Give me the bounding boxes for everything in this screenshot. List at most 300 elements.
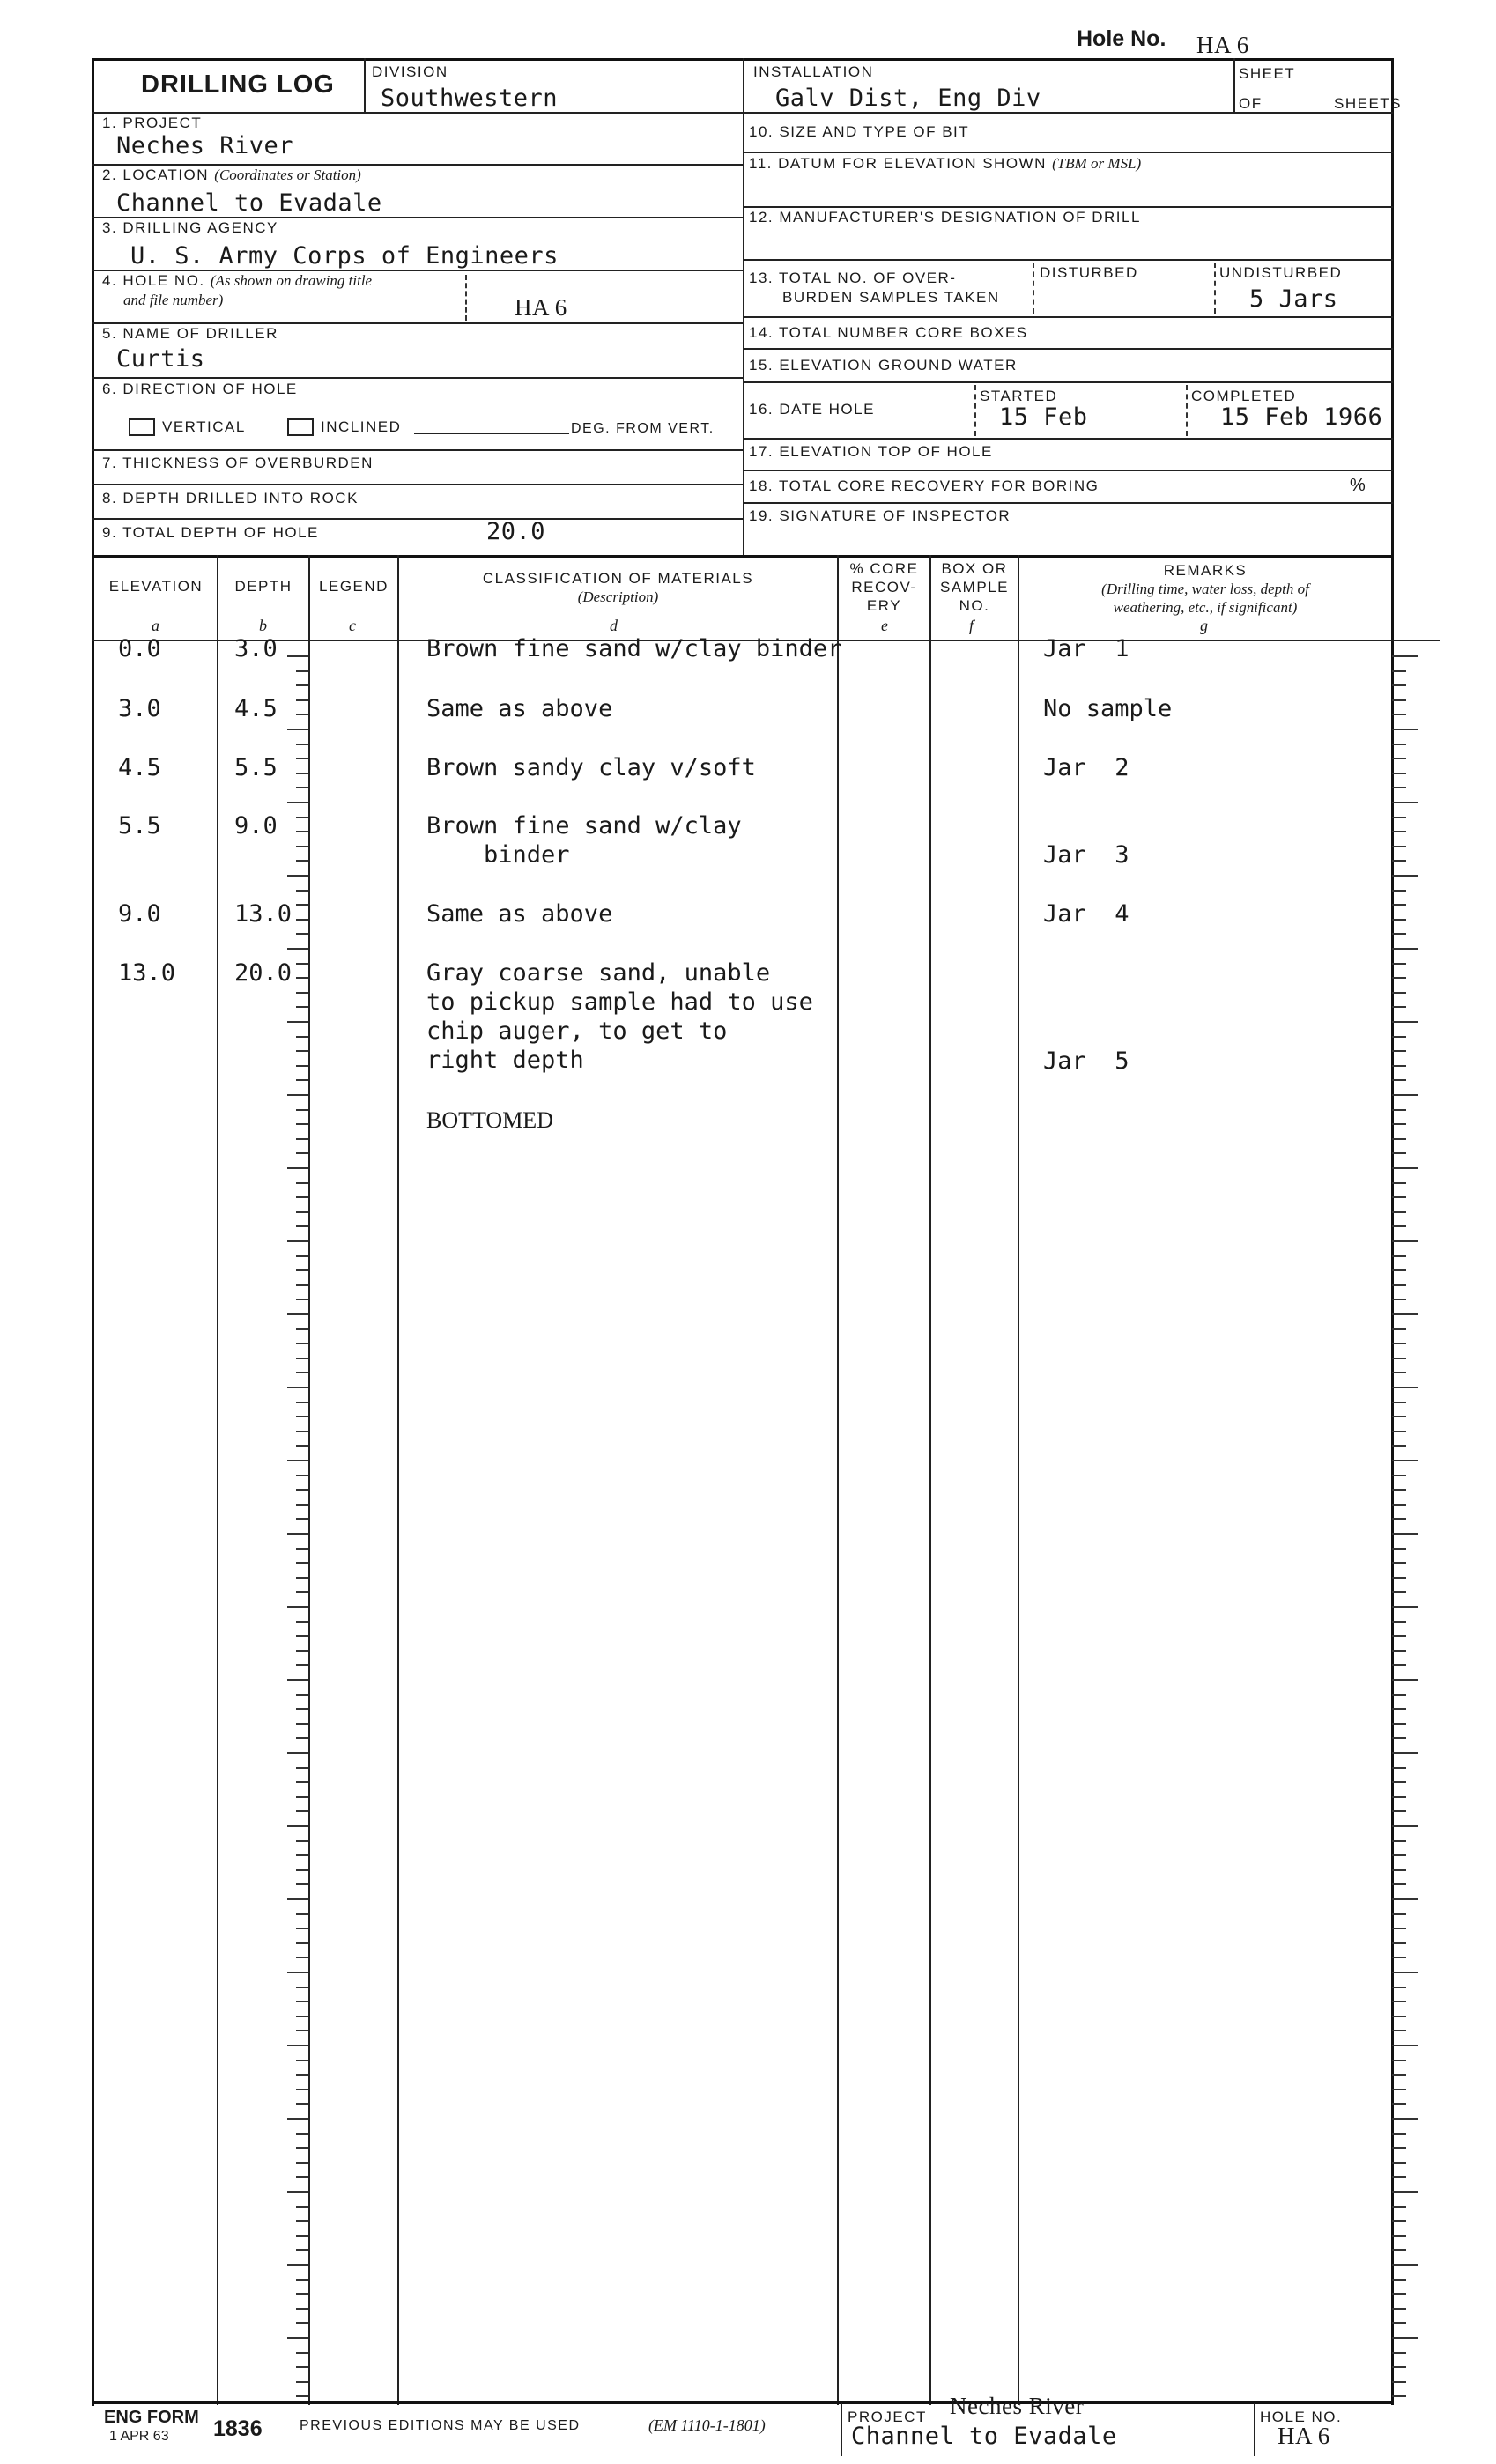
hole-no-value: HA 6: [515, 294, 567, 321]
hole-no-label-text: 4. HOLE NO.: [102, 272, 205, 289]
right-tick: [1392, 2103, 1406, 2105]
row-1-remark: No sample: [1043, 695, 1173, 722]
em-reference: (EM 1110-1-1801): [648, 2416, 766, 2434]
depth-tick: [296, 1504, 308, 1506]
location-label: [102, 166, 361, 184]
signature-label: 19. SIGNATURE OF INSPECTOR: [749, 507, 1011, 524]
depth-tick: [296, 1372, 308, 1373]
right-tick: [1392, 1664, 1406, 1666]
depth-tick: [296, 2395, 308, 2397]
depth-tick: [287, 1606, 308, 1608]
project-value: Neches River: [116, 132, 294, 159]
depth-tick: [296, 1694, 308, 1696]
right-tick: [1392, 2089, 1406, 2090]
hole-no-note-2-text: and file number): [123, 292, 224, 308]
footer-hole-value: HA 6: [1278, 2423, 1330, 2449]
hole-number-label: Hole No.: [1077, 26, 1166, 51]
right-tick: [1392, 1299, 1406, 1300]
depth-tick: [296, 1475, 308, 1476]
row-4-description: Same as above: [426, 900, 613, 928]
right-tick: [1392, 1240, 1418, 1242]
right-tick: [1392, 1898, 1418, 1900]
started-label: STARTED: [980, 388, 1058, 404]
right-tick: [1392, 2220, 1406, 2222]
footer-hole-label: HOLE NO.: [1260, 2409, 1343, 2425]
depth-tick: [296, 1562, 308, 1564]
col-header-core-1: % CORE: [849, 560, 919, 577]
manufacturer-label: 12. MANUFACTURER'S DESIGNATION OF DRILL: [749, 209, 1141, 226]
depth-tick: [296, 992, 308, 994]
row-5-elevation: 13.0: [118, 959, 176, 987]
depth-tick: [287, 1679, 308, 1681]
col-header-remarks-3: weathering, etc., if significant): [1113, 599, 1298, 616]
right-tick: [1392, 1109, 1406, 1111]
col-header-core-2: RECOV-: [851, 579, 917, 596]
eng-form-date: 1 APR 63: [109, 2429, 169, 2444]
row-2-description: Brown sandy clay v/soft: [426, 754, 756, 781]
right-tick: [1392, 1825, 1418, 1827]
right-tick: [1392, 1021, 1418, 1023]
depth-tick: [287, 1240, 308, 1242]
depth-tick: [296, 1810, 308, 1812]
datum-label: [749, 155, 1141, 173]
right-tick: [1392, 2206, 1406, 2208]
depth-tick: [296, 846, 308, 847]
depth-tick: [296, 1883, 308, 1885]
row-4-depth: 13.0: [234, 900, 293, 928]
right-tick: [1392, 919, 1406, 921]
installation-value: Galv Dist, Eng Div: [775, 85, 1041, 112]
previous-editions-note: PREVIOUS EDITIONS MAY BE USED: [300, 2418, 581, 2433]
row-2-remark: Jar 2: [1043, 754, 1129, 781]
col-letter-a: a: [152, 617, 159, 634]
depth-tick: [296, 2060, 308, 2061]
right-tick: [1392, 1138, 1406, 1140]
depth-tick: [296, 2220, 308, 2222]
samples-label-1: 13. TOTAL NO. OF OVER-: [749, 270, 957, 286]
depth-tick: [296, 890, 308, 892]
depth-tick: [296, 1152, 308, 1154]
row-3-depth: 9.0: [234, 812, 278, 840]
depth-tick: [287, 1460, 308, 1461]
started-value: 15 Feb: [999, 403, 1088, 431]
right-tick: [1392, 2279, 1406, 2281]
location-label-text: 2. LOCATION: [102, 166, 210, 183]
right-tick: [1392, 1475, 1406, 1476]
right-tick: [1392, 758, 1406, 759]
row-5-depth: 20.0: [234, 959, 293, 987]
depth-tick: [296, 1518, 308, 1520]
right-tick: [1392, 1781, 1406, 1783]
row-1-depth: 4.5: [234, 695, 278, 722]
depth-tick: [296, 963, 308, 965]
col-header-legend: LEGEND: [319, 578, 389, 595]
depth-tick: [296, 1299, 308, 1300]
right-tick: [1392, 2308, 1406, 2310]
total-depth-label: 9. TOTAL DEPTH OF HOLE: [102, 524, 319, 541]
row-1-elevation: 3.0: [118, 695, 161, 722]
top-of-hole-label: 17. ELEVATION TOP OF HOLE: [749, 443, 993, 460]
depth-tick: [296, 1548, 308, 1550]
depth-tick: [296, 1621, 308, 1623]
undisturbed-label: UNDISTURBED: [1219, 264, 1343, 281]
depth-tick: [296, 2133, 308, 2135]
depth-tick: [287, 2264, 308, 2266]
depth-tick: [296, 1869, 308, 1871]
eng-form-number: 1836: [213, 2416, 263, 2441]
depth-tick: [296, 1402, 308, 1403]
right-tick: [1392, 1810, 1406, 1812]
depth-tick: [296, 2308, 308, 2310]
depth-tick: [296, 919, 308, 921]
right-tick: [1392, 2030, 1406, 2031]
agency-value: U. S. Army Corps of Engineers: [130, 242, 559, 270]
right-tick: [1392, 2060, 1406, 2061]
depth-tick: [296, 1269, 308, 1271]
col-header-elevation: ELEVATION: [108, 578, 204, 595]
depth-tick: [296, 684, 308, 686]
depth-tick: [296, 1635, 308, 1637]
right-tick: [1392, 1987, 1406, 1988]
depth-tick: [296, 1723, 308, 1725]
col-header-core-3: ERY: [866, 597, 902, 614]
depth-tick: [296, 744, 308, 745]
right-tick: [1392, 977, 1406, 979]
right-tick: [1392, 1737, 1406, 1739]
depth-tick: [296, 2030, 308, 2031]
vertical-checkbox[interactable]: [129, 418, 155, 436]
depth-tick: [287, 1387, 308, 1388]
right-tick: [1392, 2162, 1406, 2164]
depth-tick: [296, 1767, 308, 1769]
ground-water-label: 15. ELEVATION GROUND WATER: [749, 357, 1018, 374]
depth-tick: [296, 1123, 308, 1125]
division-label: DIVISION: [372, 63, 448, 80]
row-0-remark: Jar 1: [1043, 635, 1129, 662]
row-1-description: Same as above: [426, 695, 613, 722]
depth-tick: [296, 2074, 308, 2076]
depth-tick: [287, 1167, 308, 1169]
depth-tick: [287, 875, 308, 877]
col-letter-c: c: [349, 617, 356, 634]
depth-tick: [296, 817, 308, 818]
location-note: (Coordinates or Station): [214, 166, 361, 183]
right-tick: [1392, 2001, 1406, 2002]
col-letter-b: b: [259, 617, 267, 634]
depth-tick: [296, 933, 308, 935]
right-tick: [1392, 1006, 1406, 1008]
depth-tick: [296, 2352, 308, 2354]
depth-tick: [296, 2381, 308, 2383]
col-letter-f: f: [969, 617, 974, 634]
installation-label: INSTALLATION: [753, 63, 874, 80]
col-header-remarks: [1019, 561, 1391, 617]
right-tick: [1392, 1358, 1406, 1359]
right-tick: [1392, 699, 1406, 701]
right-tick: [1392, 684, 1406, 686]
undisturbed-value: 5 Jars: [1249, 285, 1338, 313]
depth-tick: [296, 2322, 308, 2324]
right-tick: [1392, 2191, 1418, 2193]
depth-tick: [296, 1284, 308, 1286]
driller-label: 5. NAME OF DRILLER: [102, 325, 278, 342]
depth-tick: [296, 2016, 308, 2017]
right-tick: [1392, 1489, 1406, 1491]
right-tick: [1392, 1972, 1418, 1973]
depth-tick: [296, 1840, 308, 1842]
right-tick: [1392, 1840, 1406, 1842]
right-tick: [1392, 963, 1406, 965]
depth-tick: [296, 1196, 308, 1198]
col-header-box-3: NO.: [959, 597, 990, 614]
right-tick: [1392, 1533, 1418, 1535]
right-tick: [1392, 2337, 1418, 2339]
depth-tick: [296, 1708, 308, 1710]
right-tick: [1392, 1913, 1406, 1915]
depth-tick: [296, 1328, 308, 1330]
depth-tick: [296, 1928, 308, 1929]
depth-tick: [296, 1942, 308, 1944]
total-depth-value: 20.0: [486, 518, 546, 545]
col-header-box-1: BOX OR: [941, 560, 1008, 577]
right-tick: [1392, 1343, 1406, 1344]
inclined-checkbox[interactable]: [287, 418, 314, 436]
right-tick: [1392, 1504, 1406, 1506]
depth-tick: [296, 1138, 308, 1140]
depth-tick: [296, 2366, 308, 2368]
right-tick: [1392, 2045, 1418, 2046]
agency-label: 3. DRILLING AGENCY: [102, 219, 278, 236]
right-tick: [1392, 1036, 1406, 1038]
driller-value: Curtis: [116, 345, 205, 373]
depth-tick: [296, 2147, 308, 2149]
vertical-label: VERTICAL: [162, 418, 246, 435]
eng-form-label: ENG FORM: [104, 2408, 199, 2427]
depth-tick: [296, 1416, 308, 1417]
footer-project-label: PROJECT: [848, 2409, 927, 2425]
right-tick: [1392, 2322, 1406, 2324]
right-tick: [1392, 2016, 1406, 2017]
completed-label: COMPLETED: [1191, 388, 1297, 404]
depth-tick: [296, 1109, 308, 1111]
right-tick: [1392, 1942, 1406, 1944]
right-tick: [1392, 1518, 1406, 1520]
col-letter-g: g: [1200, 617, 1208, 634]
row-5-remark: Jar 5: [1043, 1047, 1129, 1075]
right-tick: [1392, 1708, 1406, 1710]
hole-no-label: [102, 272, 372, 290]
depth-tick: [296, 977, 308, 979]
core-boxes-label: 14. TOTAL NUMBER CORE BOXES: [749, 324, 1028, 341]
sheet-label: SHEET: [1239, 65, 1296, 82]
depth-tick: [287, 1094, 308, 1096]
depth-tick: [296, 1036, 308, 1038]
row-0-elevation: 0.0: [118, 635, 161, 662]
depth-tick: [296, 1913, 308, 1915]
depth-tick: [296, 1211, 308, 1213]
depth-tick: [287, 1021, 308, 1023]
depth-tick: [296, 1343, 308, 1344]
row-0-description: Brown fine sand w/clay binder: [426, 635, 842, 662]
col-header-depth: DEPTH: [234, 578, 293, 595]
right-tick: [1392, 2147, 1406, 2149]
right-tick: [1392, 1577, 1406, 1579]
inclined-label: INCLINED: [321, 418, 402, 435]
completed-value: 15 Feb 1966: [1220, 403, 1383, 431]
col-header-classification-1: CLASSIFICATION OF MATERIALS: [482, 570, 754, 587]
depth-tick: [296, 1854, 308, 1856]
depth-tick: [296, 2103, 308, 2105]
depth-tick: [296, 1006, 308, 1008]
right-tick: [1392, 948, 1418, 950]
datum-label-text: 11. DATUM FOR ELEVATION SHOWN: [749, 155, 1047, 172]
depth-tick: [287, 2045, 308, 2046]
right-tick: [1392, 1606, 1418, 1608]
right-tick: [1392, 1269, 1406, 1271]
depth-tick: [296, 1577, 308, 1579]
right-tick: [1392, 1387, 1418, 1388]
right-tick: [1392, 655, 1418, 657]
hole-number-header: [1077, 26, 1166, 52]
disturbed-label: DISTURBED: [1040, 264, 1138, 281]
right-tick: [1392, 1796, 1406, 1798]
right-tick: [1392, 1328, 1406, 1330]
footer-project-value-1: Neches River: [950, 2393, 1085, 2419]
right-tick: [1392, 1694, 1406, 1696]
samples-label-2: BURDEN SAMPLES TAKEN: [782, 289, 1000, 306]
depth-tick: [296, 2001, 308, 2002]
right-tick: [1392, 1883, 1406, 1885]
right-tick: [1392, 933, 1406, 935]
depth-tick: [296, 2293, 308, 2295]
direction-label: 6. DIRECTION OF HOLE: [102, 381, 298, 397]
depth-tick: [287, 1752, 308, 1754]
right-tick: [1392, 1123, 1406, 1125]
row-2-elevation: 4.5: [118, 754, 161, 781]
row-5-description: Gray coarse sand, unable to pickup sample had to use chip auger, to get to right depth: [426, 959, 813, 1074]
right-tick: [1392, 1372, 1406, 1373]
right-tick: [1392, 890, 1406, 892]
hole-no-note-1: (As shown on drawing title: [210, 272, 373, 289]
row-3-elevation: 5.5: [118, 812, 161, 840]
right-tick: [1392, 2293, 1406, 2295]
right-tick: [1392, 1152, 1406, 1154]
core-recovery-label: 18. TOTAL CORE RECOVERY FOR BORING: [749, 477, 1100, 494]
col-letter-e: e: [881, 617, 888, 634]
col-letter-d: d: [610, 617, 618, 634]
col-header-core: [839, 559, 929, 615]
right-tick: [1392, 1928, 1406, 1929]
depth-tick: [287, 2118, 308, 2120]
right-tick: [1392, 2176, 1406, 2178]
right-tick: [1392, 1416, 1406, 1417]
right-tick: [1392, 2352, 1406, 2354]
depth-tick: [296, 699, 308, 701]
depth-tick: [296, 1650, 308, 1652]
depth-tick: [296, 670, 308, 672]
project-label: 1. PROJECT: [102, 115, 203, 131]
hole-no-note-2: [123, 292, 223, 309]
depth-tick: [296, 2162, 308, 2164]
depth-tick: [287, 1898, 308, 1900]
depth-tick: [296, 787, 308, 788]
right-tick: [1392, 1679, 1418, 1681]
right-tick: [1392, 1957, 1406, 1958]
right-tick: [1392, 670, 1406, 672]
col-header-box: [931, 559, 1018, 615]
depth-tick: [287, 948, 308, 950]
right-tick: [1392, 831, 1406, 832]
right-tick: [1392, 1313, 1418, 1315]
depth-tick: [296, 1987, 308, 1988]
depth-tick: [287, 1313, 308, 1315]
right-tick: [1392, 1079, 1406, 1081]
depth-tick: [287, 729, 308, 730]
row-6-description: BOTTOMED: [426, 1107, 553, 1133]
depth-tick: [296, 773, 308, 774]
sheet-of-label: OF: [1239, 95, 1263, 112]
depth-tick: [287, 1972, 308, 1973]
depth-tick: [296, 1065, 308, 1067]
right-tick: [1392, 1767, 1406, 1769]
right-tick: [1392, 1548, 1406, 1550]
row-4-remark: Jar 4: [1043, 900, 1129, 928]
depth-tick: [296, 2235, 308, 2237]
right-tick: [1392, 992, 1406, 994]
right-tick: [1392, 1752, 1418, 1754]
right-tick: [1392, 2074, 1406, 2076]
form-title: DRILLING LOG: [141, 70, 335, 99]
right-tick: [1392, 1723, 1406, 1725]
division-value: Southwestern: [381, 85, 559, 112]
core-recovery-unit: %: [1350, 476, 1367, 495]
depth-tick: [296, 1182, 308, 1184]
row-4-elevation: 9.0: [118, 900, 161, 928]
depth-tick: [296, 2206, 308, 2208]
date-hole-label: 16. DATE HOLE: [749, 401, 875, 418]
col-header-remarks-2: (Drilling time, water loss, depth of: [1101, 581, 1309, 597]
right-tick: [1392, 817, 1406, 818]
right-tick: [1392, 1182, 1406, 1184]
depth-tick: [287, 655, 308, 657]
right-tick: [1392, 1869, 1406, 1871]
depth-tick: [296, 1079, 308, 1081]
right-tick: [1392, 1211, 1406, 1213]
depth-tick: [287, 2191, 308, 2193]
right-tick: [1392, 1196, 1406, 1198]
depth-tick: [296, 1445, 308, 1447]
right-tick: [1392, 1562, 1406, 1564]
right-tick: [1392, 875, 1418, 877]
right-tick: [1392, 787, 1406, 788]
depth-tick: [296, 2089, 308, 2090]
depth-tick: [296, 1591, 308, 1593]
right-tick: [1392, 773, 1406, 774]
depth-tick: [296, 2279, 308, 2281]
right-tick: [1392, 729, 1418, 730]
bit-label: 10. SIZE AND TYPE OF BIT: [749, 123, 970, 140]
depth-tick: [296, 1358, 308, 1359]
right-tick: [1392, 1255, 1406, 1257]
col-header-remarks-1: REMARKS: [1163, 562, 1248, 579]
right-tick: [1392, 1854, 1406, 1856]
right-tick: [1392, 1591, 1406, 1593]
depth-tick: [296, 1737, 308, 1739]
right-tick: [1392, 1621, 1406, 1623]
depth-tick: [296, 2176, 308, 2178]
depth-tick: [287, 2337, 308, 2339]
row-3-remark: Jar 3: [1043, 841, 1129, 869]
